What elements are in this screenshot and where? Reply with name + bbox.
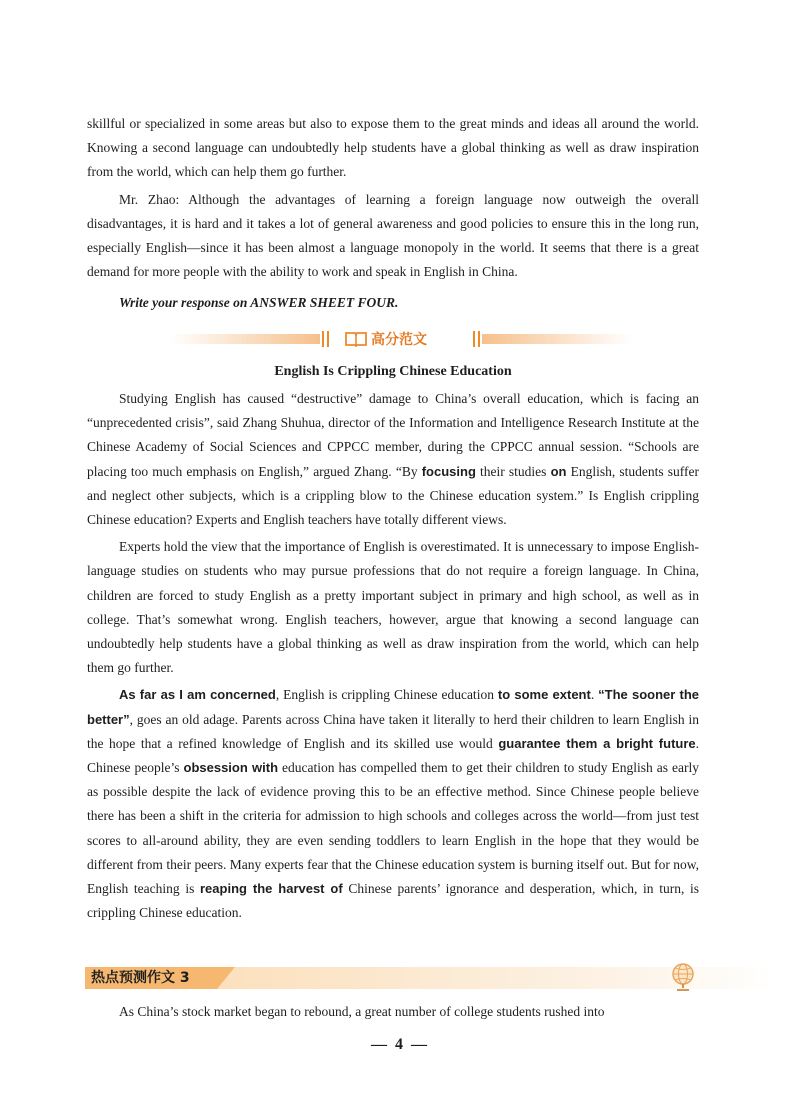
banner-divider-right: [473, 331, 480, 347]
text-run: Studying English has caused “destructive” damage to China’s overall education, which is facing an “unprecedented crisis”, said Zhang Shuhua, director of the Information and Intelligence Research Institute at the Chinese Academy of Social Sciences and CPPCC member, during the CPPCC annual session. “Schools are placing too much emphasis on English,” argued Zhang. “By: [87, 391, 699, 479]
hot-topic-text: As China’s stock market began to rebound, a great number of college students rushed into: [119, 1004, 605, 1019]
banner-label-text: 高分范文: [371, 332, 427, 348]
page-number: — 4 —: [371, 1036, 429, 1053]
essay-paragraph-3: [87, 683, 699, 925]
banner-bar-right: [482, 334, 632, 344]
text-run: .: [590, 687, 599, 703]
essay-paragraph-2: Experts hold the view that the importance of English is overestimated. It is unnecessary to impose English-language studies on students who may pursue professions that do not require a foreign language. In China, children are forced to study English as a pretty important subject in primary and high school, as well as in college. That’s somewhat wrong. English teachers, however, argue that knowing a second language can undoubtedly help students have a global thinking as well as draw inspiration from the world, which can help them go further.: [87, 539, 699, 676]
phrase-highlight: focusing: [421, 463, 476, 479]
text-run: education has compelled them to get their children to study English as early as possible despite the lack of evidence proving this to be an effective method. Since Chinese people believe there has been a shift in the criteria for admission to high schools and colleges across the world—from just test scores to all-around ability, they are even sending toddlers to learn English in the hope that they would be different from their peers. Many experts fear that the Chinese education system is burning itself out. But for now, English teaching is: [87, 760, 700, 897]
answer-instruction: Write your response on ANSWER SHEET FOUR.: [119, 295, 399, 311]
text-run: , goes an old adage. Parents across China have taken it literally to herd their children to learn English in the hope that a refined knowledge of English and its skilled use would: [87, 711, 699, 751]
banner-divider-left: [322, 331, 329, 347]
text-run: English, students suffer and neglect other subjects, which is a crippling blow to the Chinese education system.” Is English crippling Chinese education? Experts and English teachers have totally different views.: [87, 463, 699, 528]
phrase-highlight: on: [550, 463, 567, 479]
open-book-icon: [345, 331, 367, 347]
hot-topic-body: [87, 1000, 699, 1024]
text-run: their studies: [475, 463, 551, 479]
text-run: . Chinese people’s: [87, 735, 699, 776]
paragraph-mr-zhao: Mr. Zhao: Although the advantages of learning a foreign language now outweigh the overall disadvantages, it is hard and it takes a lot of general awareness and good policies to ensure this in the long run, especially English—since it has been almost a language monopoly in the world. It seems that there is a great demand for more people with the ability to work and speak in English in China.: [87, 191, 699, 280]
essay-body: [87, 387, 699, 925]
hot-topic-header: [85, 963, 700, 993]
model-essay-banner: [170, 328, 632, 350]
phrase-highlight: As far as I am concerned: [119, 687, 276, 703]
globe-icon: [668, 961, 698, 993]
essay-paragraph-1: [87, 387, 699, 532]
phrase-highlight: obsession with: [183, 760, 279, 776]
banner-label: [345, 328, 465, 350]
hot-topic-title: 热点预测作文 3: [91, 970, 190, 986]
phrase-highlight: guarantee them a bright future: [498, 735, 696, 751]
intro-section: [87, 112, 699, 315]
banner-bar-left: [170, 334, 320, 344]
essay-title: English Is Crippling Chinese Education: [274, 364, 512, 379]
phrase-highlight: “The sooner the better”: [87, 687, 700, 727]
phrase-highlight: to some extent: [497, 687, 591, 703]
paragraph: skillful or specialized in some areas but also to expose them to the great minds and ideas all around the world. Knowing a second language can undoubtedly help students have a global thinking as well as draw inspiration from the world, which can help them go further.: [87, 116, 699, 180]
text-run: Chinese parents’ ignorance and desperation, which, in turn, is crippling Chinese education.: [87, 881, 700, 921]
phrase-highlight: reaping the harvest of: [200, 881, 343, 897]
text-run: , English is crippling Chinese education: [275, 687, 498, 703]
